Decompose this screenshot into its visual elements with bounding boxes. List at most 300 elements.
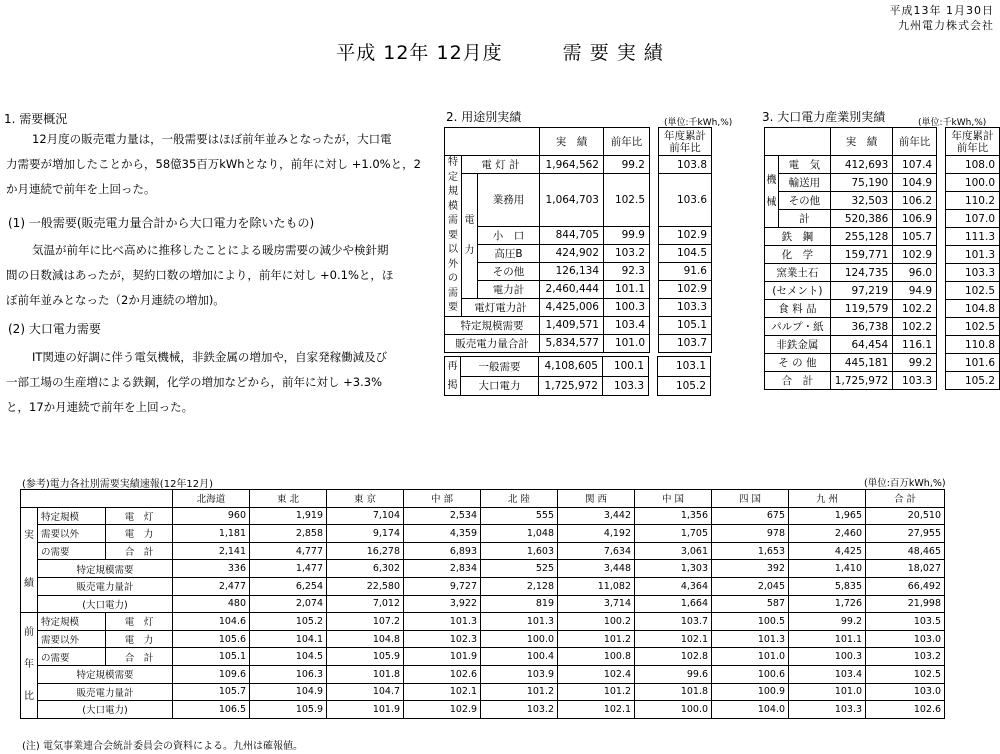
row-label: 販売電力量合計 <box>445 334 540 352</box>
table-row <box>445 156 712 174</box>
cell-actual: 126,134 <box>540 262 604 280</box>
col-header-actual: 実 績 <box>830 128 892 156</box>
gap <box>649 376 658 396</box>
cell-value: 2,045 <box>712 577 789 595</box>
section-1-title: 1. 需要概況 <box>4 112 68 126</box>
text-line: と，17か月連続で前年を上回った。 <box>6 400 194 414</box>
vertical-label-yoy <box>21 613 38 719</box>
cell-yoy: 92.3 <box>604 262 650 280</box>
col-header: 東 北 <box>250 490 327 508</box>
cell-cumulative: 104.8 <box>946 300 1000 318</box>
cell-value: 2,460 <box>789 525 866 543</box>
usage-table <box>444 127 712 353</box>
cell-yoy: 102.2 <box>893 300 937 318</box>
cell-value: 2,534 <box>404 507 481 525</box>
cell-value: 2,074 <box>250 595 327 613</box>
col-header: 中 部 <box>404 490 481 508</box>
table-row <box>765 264 1000 282</box>
cell-actual: 1,725,972 <box>830 372 892 390</box>
cell-cumulative: 105.2 <box>658 376 711 396</box>
cell-actual: 4,425,006 <box>540 298 604 316</box>
cell-actual: 424,902 <box>540 244 604 262</box>
col-header: 九 州 <box>789 490 866 508</box>
utility-reference-table <box>20 489 945 719</box>
cell-cumulative: 102.5 <box>946 318 1000 336</box>
row-label: 特定規模 <box>38 507 106 525</box>
cell-actual: 5,834,577 <box>540 334 604 352</box>
table-row <box>445 262 712 280</box>
text-line: 一部工場の生産増による鉄鋼，化学の増加などから，前年に対し +3.3% <box>6 375 383 389</box>
header-blank <box>21 490 173 508</box>
section-2-unit: (単位:千kWh,%) <box>664 118 733 128</box>
cell-value: 21,998 <box>866 595 945 613</box>
cell-value: 100.4 <box>481 648 558 666</box>
cell-value: 1,181 <box>173 525 250 543</box>
table-row <box>21 648 945 666</box>
row-label: 需要以外 <box>38 630 106 648</box>
table-header-row <box>445 128 712 156</box>
header-line: 前年比 <box>956 141 989 154</box>
row-label: 高圧B <box>478 244 540 262</box>
table-row <box>21 577 945 595</box>
table-row <box>21 630 945 648</box>
row-label: 電灯電力計 <box>462 298 540 316</box>
cell-value: 2,141 <box>173 542 250 560</box>
gap <box>649 357 658 377</box>
row-label: 輸送用 <box>778 174 830 192</box>
col-header: 関 西 <box>558 490 635 508</box>
row-label: 食 料 品 <box>765 300 831 318</box>
table-row <box>765 354 1000 372</box>
section-1-sub-2: (2) 大口電力需要 <box>8 322 101 336</box>
row-label: 特定規模需要 <box>38 665 173 683</box>
text-line: 気温が前年に比べ高めに推移したことによる暖房需要の減少や検針期 <box>32 243 389 257</box>
table-row <box>765 192 1000 210</box>
table-row <box>21 665 945 683</box>
gap <box>937 210 946 228</box>
cell-cumulative: 104.5 <box>659 244 712 262</box>
table-row <box>765 246 1000 264</box>
cell-value: 104.9 <box>250 683 327 701</box>
gap <box>937 300 946 318</box>
cell-value: 4,777 <box>250 542 327 560</box>
cell-value: 104.7 <box>327 683 404 701</box>
row-label: 計 <box>778 210 830 228</box>
row-label: の需要 <box>38 542 106 560</box>
header-blank <box>445 128 540 156</box>
cell-value: 101.8 <box>327 665 404 683</box>
col-header-cumulative <box>946 128 1000 156</box>
cell-value: 102.8 <box>635 648 712 666</box>
cell-yoy: 106.9 <box>893 210 937 228</box>
header-line: 年度累計 <box>951 129 994 142</box>
row-label: (大口電力) <box>38 595 173 613</box>
cell-actual: 2,460,444 <box>540 280 604 298</box>
row-label: 小 口 <box>478 226 540 244</box>
gap <box>937 228 946 246</box>
cell-value: 4,192 <box>558 525 635 543</box>
cell-yoy: 116.1 <box>893 336 937 354</box>
row-label: 販売電力量計 <box>38 683 173 701</box>
cell-value: 101.0 <box>712 648 789 666</box>
cell-value: 102.5 <box>866 665 945 683</box>
cell-cumulative: 108.0 <box>946 156 1000 174</box>
report-date: 平成13年 1月30日 <box>889 4 994 17</box>
cell-value: 109.6 <box>173 665 250 683</box>
cell-value: 101.3 <box>404 613 481 631</box>
text-line: IT関連の好調に伴う電気機械，非鉄金属の増加や，自家発稼働減及び <box>32 350 388 364</box>
cell-value: 102.4 <box>558 665 635 683</box>
cell-yoy: 100.3 <box>604 298 650 316</box>
cell-actual: 75,190 <box>830 174 892 192</box>
cell-value: 103.4 <box>789 665 866 683</box>
cell-value: 102.6 <box>404 665 481 683</box>
row-sublabel: 電 灯 <box>106 507 173 525</box>
cell-value: 101.3 <box>712 630 789 648</box>
cell-value: 819 <box>481 595 558 613</box>
gap <box>937 282 946 300</box>
vertical-label-power <box>462 174 478 299</box>
cell-value: 104.1 <box>250 630 327 648</box>
cell-yoy: 101.1 <box>604 280 650 298</box>
section-1-paragraph-2 <box>6 238 424 313</box>
row-label: パルプ・紙 <box>765 318 831 336</box>
cell-value: 1,477 <box>250 560 327 578</box>
cell-value: 2,858 <box>250 525 327 543</box>
cell-value: 1,303 <box>635 560 712 578</box>
cell-yoy: 102.9 <box>893 246 937 264</box>
text-line: 12月度の販売電力量は，一般需要はほぼ前年並みとなったが，大口電 <box>32 132 392 146</box>
table-row <box>765 282 1000 300</box>
table-row <box>765 318 1000 336</box>
gap <box>937 372 946 390</box>
cell-value: 2,477 <box>173 577 250 595</box>
cell-value: 102.1 <box>635 630 712 648</box>
gap <box>650 262 659 280</box>
cell-cumulative: 101.3 <box>946 246 1000 264</box>
vertical-char: 績 <box>24 577 34 589</box>
gap <box>937 318 946 336</box>
row-label: 電 灯 計 <box>462 156 540 174</box>
table-row <box>445 244 712 262</box>
section-2-title: 2. 用途別実績 <box>446 110 522 124</box>
table-row <box>21 507 945 525</box>
row-sublabel: 合 計 <box>106 648 173 666</box>
cell-actual: 4,108,605 <box>539 357 603 377</box>
cell-value: 103.7 <box>635 613 712 631</box>
cell-cumulative: 103.3 <box>946 264 1000 282</box>
vertical-char: 力 <box>464 244 475 256</box>
cell-value: 105.9 <box>327 648 404 666</box>
vertical-char: 機 <box>766 174 777 186</box>
row-label: (セメント) <box>765 282 831 300</box>
cell-value: 555 <box>481 507 558 525</box>
gap <box>650 298 659 316</box>
gap <box>937 192 946 210</box>
vertical-label-repost <box>445 357 461 396</box>
cell-cumulative: 102.5 <box>946 282 1000 300</box>
cell-cumulative: 103.3 <box>659 298 712 316</box>
cell-value: 1,653 <box>712 542 789 560</box>
cell-value: 6,254 <box>250 577 327 595</box>
cell-value: 16,278 <box>327 542 404 560</box>
row-label: 電 気 <box>778 156 830 174</box>
col-header: 四 国 <box>712 490 789 508</box>
vertical-char: 掲 <box>447 380 458 391</box>
cell-actual: 844,705 <box>540 226 604 244</box>
table-row <box>765 336 1000 354</box>
cell-value: 1,919 <box>250 507 327 525</box>
gap <box>937 336 946 354</box>
table-row <box>21 542 945 560</box>
cell-yoy: 94.9 <box>893 282 937 300</box>
cell-value: 104.5 <box>250 648 327 666</box>
gap <box>937 354 946 372</box>
section-4-unit: (単位:百万kWh,%) <box>864 478 946 489</box>
text-line: か月連続で前年を上回った。 <box>6 182 156 196</box>
cell-actual: 1,409,571 <box>540 316 604 334</box>
cell-value: 22,580 <box>327 577 404 595</box>
cell-actual: 412,693 <box>830 156 892 174</box>
cell-actual: 124,735 <box>830 264 892 282</box>
cell-value: 11,082 <box>558 577 635 595</box>
cell-value: 100.3 <box>789 648 866 666</box>
cell-actual: 1,725,972 <box>539 376 603 396</box>
cell-value: 105.6 <box>173 630 250 648</box>
cell-actual: 445,181 <box>830 354 892 372</box>
cell-value: 107.2 <box>327 613 404 631</box>
cell-actual: 520,386 <box>830 210 892 228</box>
row-label: の需要 <box>38 648 106 666</box>
table-row <box>21 613 945 631</box>
cell-value: 1,726 <box>789 595 866 613</box>
cell-value: 2,128 <box>481 577 558 595</box>
col-header: 北 陸 <box>481 490 558 508</box>
vertical-char: 械 <box>766 196 777 208</box>
cell-yoy: 103.2 <box>604 244 650 262</box>
cell-value: 103.2 <box>866 648 945 666</box>
industry-table <box>764 127 1000 390</box>
table-row <box>445 280 712 298</box>
table-header-row <box>765 128 1000 156</box>
gap <box>650 128 659 156</box>
cell-value: 102.1 <box>558 701 635 719</box>
cell-value: 18,027 <box>866 560 945 578</box>
cell-value: 102.1 <box>404 683 481 701</box>
cell-value: 102.3 <box>404 630 481 648</box>
gap <box>650 316 659 334</box>
cell-cumulative: 103.1 <box>658 357 711 377</box>
cell-value: 105.7 <box>173 683 250 701</box>
cell-cumulative: 91.6 <box>659 262 712 280</box>
gap <box>937 264 946 282</box>
table-row <box>21 683 945 701</box>
cell-value: 587 <box>712 595 789 613</box>
cell-value: 7,104 <box>327 507 404 525</box>
cell-value: 960 <box>173 507 250 525</box>
cell-value: 104.6 <box>173 613 250 631</box>
company-name: 九州電力株式会社 <box>898 19 994 32</box>
cell-value: 7,012 <box>327 595 404 613</box>
cell-value: 1,664 <box>635 595 712 613</box>
cell-value: 101.3 <box>481 613 558 631</box>
cell-value: 100.5 <box>712 613 789 631</box>
gap <box>650 334 659 352</box>
gap <box>937 128 946 156</box>
cell-value: 6,302 <box>327 560 404 578</box>
cell-actual: 1,964,562 <box>540 156 604 174</box>
col-header: 中 国 <box>635 490 712 508</box>
gap <box>650 156 659 174</box>
row-sublabel: 電 灯 <box>106 613 173 631</box>
cell-value: 103.2 <box>481 701 558 719</box>
gap <box>937 174 946 192</box>
row-label: その他 <box>778 192 830 210</box>
section-1-paragraph-1 <box>6 127 424 202</box>
section-1-sub-1: (1) 一般需要(販売電力量合計から大口電力を除いたもの) <box>8 216 315 230</box>
cell-value: 99.6 <box>635 665 712 683</box>
vertical-label-actual <box>21 507 38 613</box>
row-label: 需要以外 <box>38 525 106 543</box>
cell-value: 27,955 <box>866 525 945 543</box>
cell-value: 101.0 <box>789 683 866 701</box>
vertical-char: 前 <box>24 627 34 639</box>
cell-cumulative: 105.2 <box>946 372 1000 390</box>
cell-value: 101.2 <box>558 683 635 701</box>
cell-value: 7,634 <box>558 542 635 560</box>
cell-value: 103.0 <box>866 683 945 701</box>
row-label: 大口電力 <box>461 376 539 396</box>
cell-cumulative: 105.1 <box>659 316 712 334</box>
cell-value: 20,510 <box>866 507 945 525</box>
table-row <box>21 701 945 719</box>
row-label: 鉄 鋼 <box>765 228 831 246</box>
col-header: 北海道 <box>173 490 250 508</box>
cell-value: 105.2 <box>250 613 327 631</box>
cell-value: 100.6 <box>712 665 789 683</box>
cell-yoy: 104.9 <box>893 174 937 192</box>
gap <box>650 280 659 298</box>
cell-value: 392 <box>712 560 789 578</box>
cell-value: 101.9 <box>327 701 404 719</box>
cell-actual: 36,738 <box>830 318 892 336</box>
cell-yoy: 102.5 <box>604 174 650 227</box>
cell-value: 9,727 <box>404 577 481 595</box>
cell-value: 101.9 <box>404 648 481 666</box>
row-label: その他 <box>478 262 540 280</box>
cell-value: 1,410 <box>789 560 866 578</box>
col-header: 合 計 <box>866 490 945 508</box>
cell-cumulative: 102.9 <box>659 280 712 298</box>
cell-value: 1,356 <box>635 507 712 525</box>
row-sublabel: 電 力 <box>106 525 173 543</box>
cell-value: 3,442 <box>558 507 635 525</box>
cell-value: 525 <box>481 560 558 578</box>
cell-value: 48,465 <box>866 542 945 560</box>
cell-value: 3,714 <box>558 595 635 613</box>
row-label: 特定規模需要 <box>445 316 540 334</box>
cell-cumulative: 103.8 <box>659 156 712 174</box>
cell-value: 100.2 <box>558 613 635 631</box>
vertical-char: 再 <box>447 361 458 372</box>
cell-value: 105.1 <box>173 648 250 666</box>
table-row <box>765 372 1000 390</box>
cell-cumulative: 101.6 <box>946 354 1000 372</box>
cell-yoy: 99.2 <box>604 156 650 174</box>
cell-value: 104.8 <box>327 630 404 648</box>
row-label: 一般需要 <box>461 357 539 377</box>
table-row <box>445 298 712 316</box>
cell-cumulative: 103.6 <box>659 174 712 227</box>
cell-value: 4,425 <box>789 542 866 560</box>
cell-value: 103.9 <box>481 665 558 683</box>
cell-value: 1,048 <box>481 525 558 543</box>
cell-value: 5,835 <box>789 577 866 595</box>
cell-yoy: 99.2 <box>893 354 937 372</box>
vertical-char: 比 <box>24 691 34 703</box>
cell-value: 102.6 <box>866 701 945 719</box>
footnote: (注) 電気事業連合会統計委員会の資料による。九州は確報値。 <box>22 741 303 752</box>
cell-value: 100.0 <box>481 630 558 648</box>
cell-value: 101.1 <box>789 630 866 648</box>
cell-value: 101.2 <box>558 630 635 648</box>
cell-value: 103.3 <box>789 701 866 719</box>
cell-actual: 97,219 <box>830 282 892 300</box>
vertical-label-machinery <box>765 156 779 228</box>
table-header-row <box>21 490 945 508</box>
cell-value: 978 <box>712 525 789 543</box>
cell-yoy: 96.0 <box>893 264 937 282</box>
cell-actual: 119,579 <box>830 300 892 318</box>
cell-actual: 1,064,703 <box>540 174 604 227</box>
cell-value: 9,174 <box>327 525 404 543</box>
row-label: 非鉄金属 <box>765 336 831 354</box>
cell-value: 675 <box>712 507 789 525</box>
row-sublabel: 合 計 <box>106 542 173 560</box>
cell-cumulative: 111.3 <box>946 228 1000 246</box>
text-line: ぼ前年並みとなった（2か月連続の増加)。 <box>6 293 225 307</box>
cell-value: 3,061 <box>635 542 712 560</box>
table-row <box>445 376 711 396</box>
cell-value: 106.5 <box>173 701 250 719</box>
cell-value: 106.3 <box>250 665 327 683</box>
cell-value: 3,448 <box>558 560 635 578</box>
vertical-char: 電 <box>464 214 475 226</box>
cell-actual: 255,128 <box>830 228 892 246</box>
row-label: (大口電力) <box>38 701 173 719</box>
cell-value: 4,359 <box>404 525 481 543</box>
row-label: 販売電力量計 <box>38 577 173 595</box>
table-row <box>445 334 712 352</box>
col-header-cumulative <box>659 128 712 156</box>
row-label: そ の 他 <box>765 354 831 372</box>
table-row <box>21 560 945 578</box>
cell-value: 105.9 <box>250 701 327 719</box>
cell-value: 66,492 <box>866 577 945 595</box>
cell-value: 99.2 <box>789 613 866 631</box>
cell-value: 102.9 <box>404 701 481 719</box>
cell-value: 100.0 <box>635 701 712 719</box>
cell-yoy: 103.3 <box>893 372 937 390</box>
gap <box>937 156 946 174</box>
cell-yoy: 103.4 <box>604 316 650 334</box>
cell-yoy: 100.1 <box>603 357 649 377</box>
cell-value: 100.8 <box>558 648 635 666</box>
cell-value: 2,834 <box>404 560 481 578</box>
table-row <box>445 226 712 244</box>
cell-actual: 32,503 <box>830 192 892 210</box>
text-line: 力需要が増加したことから，58億35百万kWhとなり，前年に対し +1.0%と，2 <box>6 157 421 171</box>
